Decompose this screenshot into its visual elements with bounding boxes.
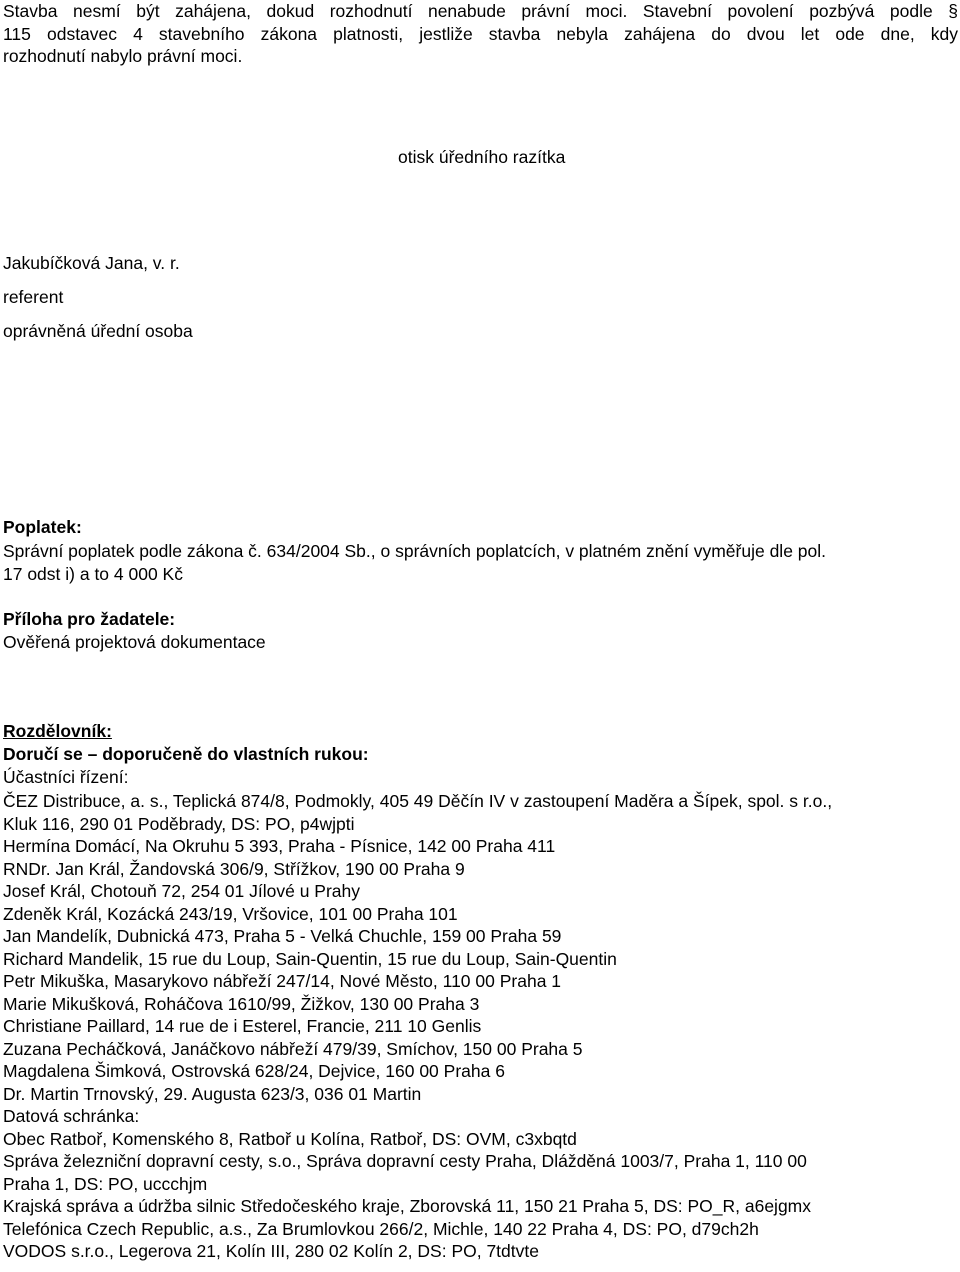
stamp-placeholder: otisk úředního razítka xyxy=(398,147,566,167)
participant-line: Zdeněk Král, Kozácká 243/19, Vršovice, 101 00 Praha 101 xyxy=(3,903,458,924)
participant-line: Josef Král, Chotouň 72, 254 01 Jílové u Prahy xyxy=(3,881,361,901)
fee-line: 17 odst i) a to 4 000 Kč xyxy=(3,563,183,584)
participant-line: Christiane Paillard, 14 rue de i Esterel, Francie, 211 10 Genlis xyxy=(3,1016,482,1036)
signature-authority: oprávněná úřední osoba xyxy=(3,321,193,341)
participant-line: Richard Mandelik, 15 rue du Loup, Sain-Quentin, 15 rue du Loup, Sain-Quentin xyxy=(3,948,617,969)
data-box-line: Krajská správa a údržba silnic Středočeského kraje, Zborovská 11, 150 21 Praha 5, DS: PO_R, a6ejgmx xyxy=(3,1196,811,1216)
intro-line: rozhodnutí nabylo právní moci. xyxy=(3,46,243,66)
data-box-line: Telefónica Czech Republic, a.s., Za Brumlovkou 266/2, Michle, 140 22 Praha 4, DS: PO, d79ch2h xyxy=(3,1218,759,1239)
participants-list xyxy=(3,790,958,1263)
participant-line: Kluk 116, 290 01 Poděbrady, DS: PO, p4wjpti xyxy=(3,813,355,834)
distribution-heading: Rozdělovník: xyxy=(3,721,112,741)
participant-line: Petr Mikuška, Masarykovo nábřeží 247/14, Nové Město, 110 00 Praha 1 xyxy=(3,971,562,991)
participant-line: Magdalena Šimková, Ostrovská 628/24, Dejvice, 160 00 Praha 6 xyxy=(3,1061,505,1081)
attachment-text: Ověřená projektová dokumentace xyxy=(3,632,266,652)
data-box-line: Správa železniční dopravní cesty, s.o., Správa dopravní cesty Praha, Dlážděná 1003/7, Praha 1, 110 00 xyxy=(3,1151,807,1171)
participant-line: RNDr. Jan Král, Žandovská 306/9, Střížkov, 190 00 Praha 9 xyxy=(3,858,465,879)
data-box-line: Obec Ratboř, Komenského 8, Ratboř u Kolína, Ratboř, DS: OVM, c3xbqtd xyxy=(3,1128,577,1149)
signature-name: Jakubíčková Jana, v. r. xyxy=(3,253,180,273)
data-box-line: Praha 1, DS: PO, uccchjm xyxy=(3,1173,208,1194)
data-box-label: Datová schránka: xyxy=(3,1106,140,1126)
participant-line: Marie Mikušková, Roháčova 1610/99, Žižkov, 130 00 Praha 3 xyxy=(3,993,480,1014)
fee-line: Správní poplatek podle zákona č. 634/2004 Sb., o správních poplatcích, v platném znění vyměřuje dle pol. xyxy=(3,541,827,561)
signature-role: referent xyxy=(3,287,64,307)
participant-line: ČEZ Distribuce, a. s., Teplická 874/8, Podmokly, 405 49 Děčín IV v zastoupení Maděra a Šípek, spol. s r.o., xyxy=(3,791,833,811)
attachment-heading: Příloha pro žadatele: xyxy=(3,609,176,629)
participant-line: Dr. Martin Trnovský, 29. Augusta 623/3, 036 01 Martin xyxy=(3,1083,422,1104)
fee-text xyxy=(3,540,958,585)
participant-line: Hermína Domácí, Na Okruhu 5 393, Praha - Písnice, 142 00 Praha 411 xyxy=(3,836,556,856)
intro-line: 115 odstavec 4 stavebního zákona platnosti, jestliže stavba nebyla zahájena do dvou let ode dne, kdy xyxy=(3,23,958,44)
distribution-delivery: Doručí se – doporučeně do vlastních rukou: xyxy=(3,744,369,764)
intro-line: Stavba nesmí být zahájena, dokud rozhodnutí nenabude právní moci. Stavební povolení pozbývá podle § xyxy=(3,1,958,21)
participant-line: Jan Mandelík, Dubnická 473, Praha 5 - Velká Chuchle, 159 00 Praha 59 xyxy=(3,926,562,946)
data-box-line: VODOS s.r.o., Legerova 21, Kolín III, 280 02 Kolín 2, DS: PO, 7tdtvte xyxy=(3,1241,539,1261)
participants-label: Účastníci řízení: xyxy=(3,767,129,787)
intro-paragraph xyxy=(3,0,958,68)
fee-heading: Poplatek: xyxy=(3,517,82,537)
participant-line: Zuzana Pecháčková, Janáčkovo nábřeží 479/39, Smíchov, 150 00 Praha 5 xyxy=(3,1038,583,1059)
